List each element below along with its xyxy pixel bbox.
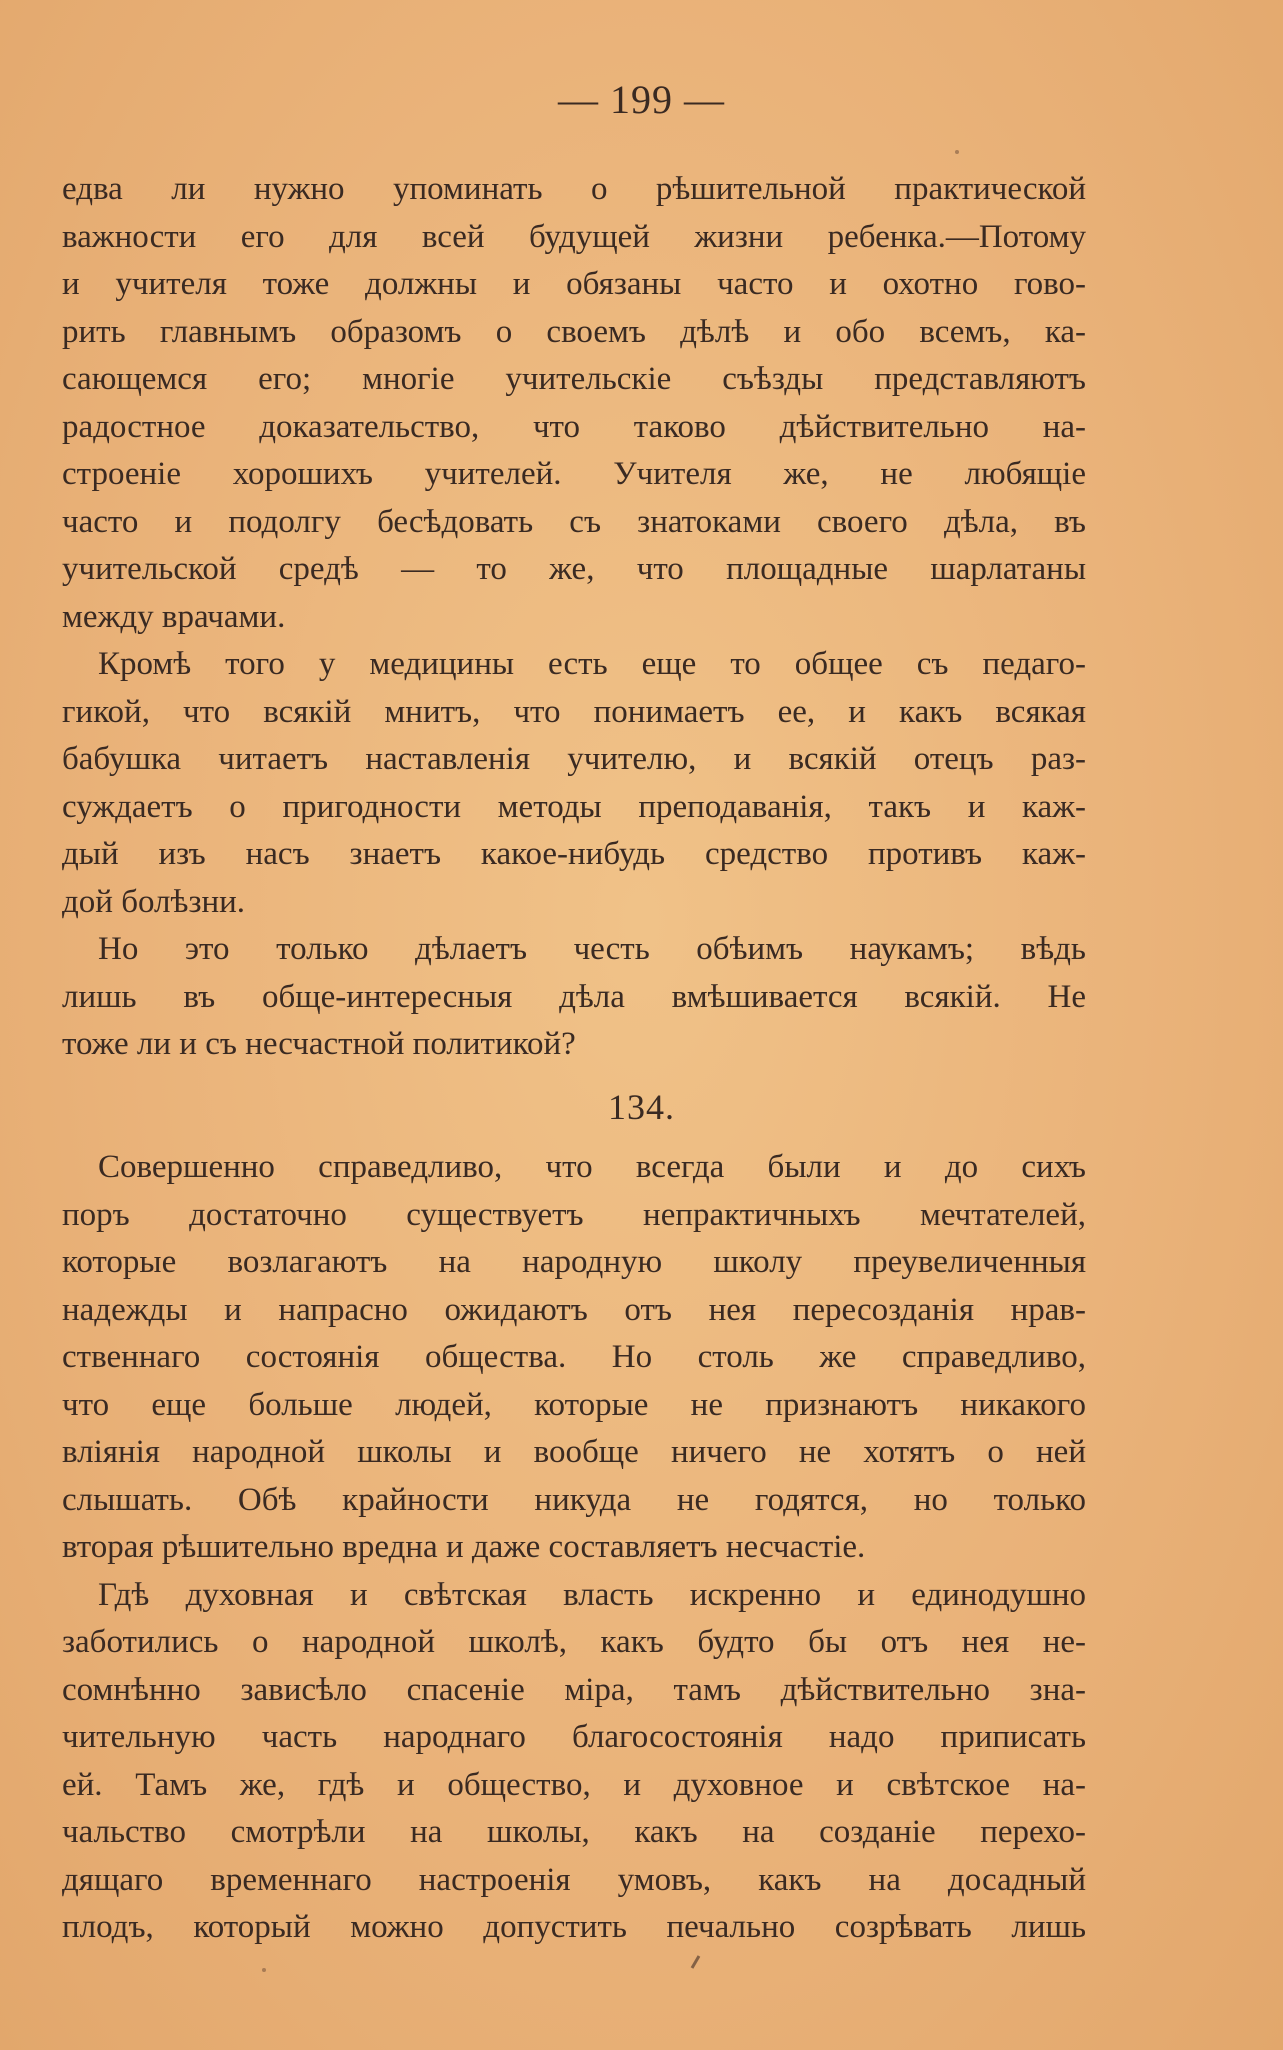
text-line: заботились о народной школѣ, какъ будто бы отъ нея не- <box>62 1624 1086 1660</box>
text-block-bottom <box>62 1144 1086 1952</box>
text-line: радостное доказательство, что таково дѣйствительно на- <box>62 408 1086 445</box>
text-line: тоже ли и съ несчастной политикой? <box>62 1026 576 1062</box>
text-line: Но это только дѣлаетъ честь обѣимъ наукамъ; вѣдь <box>98 931 1086 967</box>
section-number: 134. <box>608 1087 675 1127</box>
text-line: ей. Тамъ же, гдѣ и общество, и духовное и свѣтское на- <box>62 1766 1086 1803</box>
text-line: плодъ, который можно допустить печально созрѣвать лишь <box>62 1909 1086 1945</box>
text-line: лишь въ обще-интересныя дѣла вмѣшивается всякій. Не <box>62 978 1086 1015</box>
text-line: дый изъ насъ знаетъ какое-нибудь средство противъ каж- <box>62 836 1086 872</box>
text-line: чительную часть народнаго благосостоянія надо приписать <box>62 1719 1086 1755</box>
text-line: Гдѣ духовная и свѣтская власть искренно и единодушно <box>98 1576 1086 1613</box>
text-line: надежды и напрасно ожидаютъ отъ нея пересозданія нрав- <box>62 1291 1086 1328</box>
text-line: чальство смотрѣли на школы, какъ на созданіе перехо- <box>62 1814 1086 1850</box>
text-line: ственнаго состоянія общества. Но столь же справедливо, <box>62 1339 1086 1375</box>
ink-mark <box>691 1955 701 1969</box>
text-line: вторая рѣшительно вредна и даже составляетъ несчастіе. <box>62 1529 866 1565</box>
text-line: и учителя тоже должны и обязаны часто и охотно гово- <box>62 266 1086 302</box>
text-line: Кромѣ того у медицины есть еще то общее съ педаго- <box>98 646 1086 682</box>
paper-speck <box>955 150 959 154</box>
text-line: дой болѣзни. <box>62 883 246 920</box>
text-line: гикой, что всякій мнитъ, что понимаетъ ее, и какъ всякая <box>62 693 1086 730</box>
text-line: сающемся его; многіе учительскіе съѣзды представляютъ <box>62 361 1086 397</box>
text-line: которые возлагаютъ на народную школу преувеличенныя <box>62 1244 1086 1280</box>
text-line: строеніе хорошихъ учителей. Учителя же, не любящіе <box>62 456 1086 492</box>
text-line: между врачами. <box>62 598 286 635</box>
text-line: бабушка читаетъ наставленія учителю, и всякій отецъ раз- <box>62 741 1086 777</box>
text-block-top <box>62 166 1086 1069</box>
text-line: учительской средѣ — то же, что площадные шарлатаны <box>62 551 1086 587</box>
text-line: часто и подолгу бесѣдовать съ знатоками своего дѣла, въ <box>62 503 1086 540</box>
text-line: дящаго временнаго настроенія умовъ, какъ на досадный <box>62 1861 1086 1898</box>
text-line: суждаетъ о пригодности методы преподаванія, такъ и каж- <box>62 788 1086 825</box>
paper-speck <box>262 1968 266 1972</box>
text-line: едва ли нужно упоминать о рѣшительной практической <box>62 171 1086 207</box>
text-line: рить главнымъ образомъ о своемъ дѣлѣ и обо всемъ, ка- <box>62 313 1086 350</box>
text-line: вліянія народной школы и вообще ничего не хотятъ о ней <box>62 1434 1086 1470</box>
text-line: слышать. Обѣ крайности никуда не годятся, но только <box>62 1481 1086 1518</box>
text-line: поръ достаточно существуетъ непрактичныхъ мечтателей, <box>62 1196 1086 1233</box>
text-line: что еще больше людей, которые не признаютъ никакого <box>62 1386 1086 1423</box>
page-number: — 199 — <box>558 77 725 122</box>
text-line: Совершенно справедливо, что всегда были и до сихъ <box>98 1149 1086 1185</box>
text-line: сомнѣнно зависѣло спасеніе міра, тамъ дѣйствительно зна- <box>62 1671 1086 1708</box>
text-line: важности его для всей будущей жизни ребенка.—Потому <box>62 218 1086 255</box>
